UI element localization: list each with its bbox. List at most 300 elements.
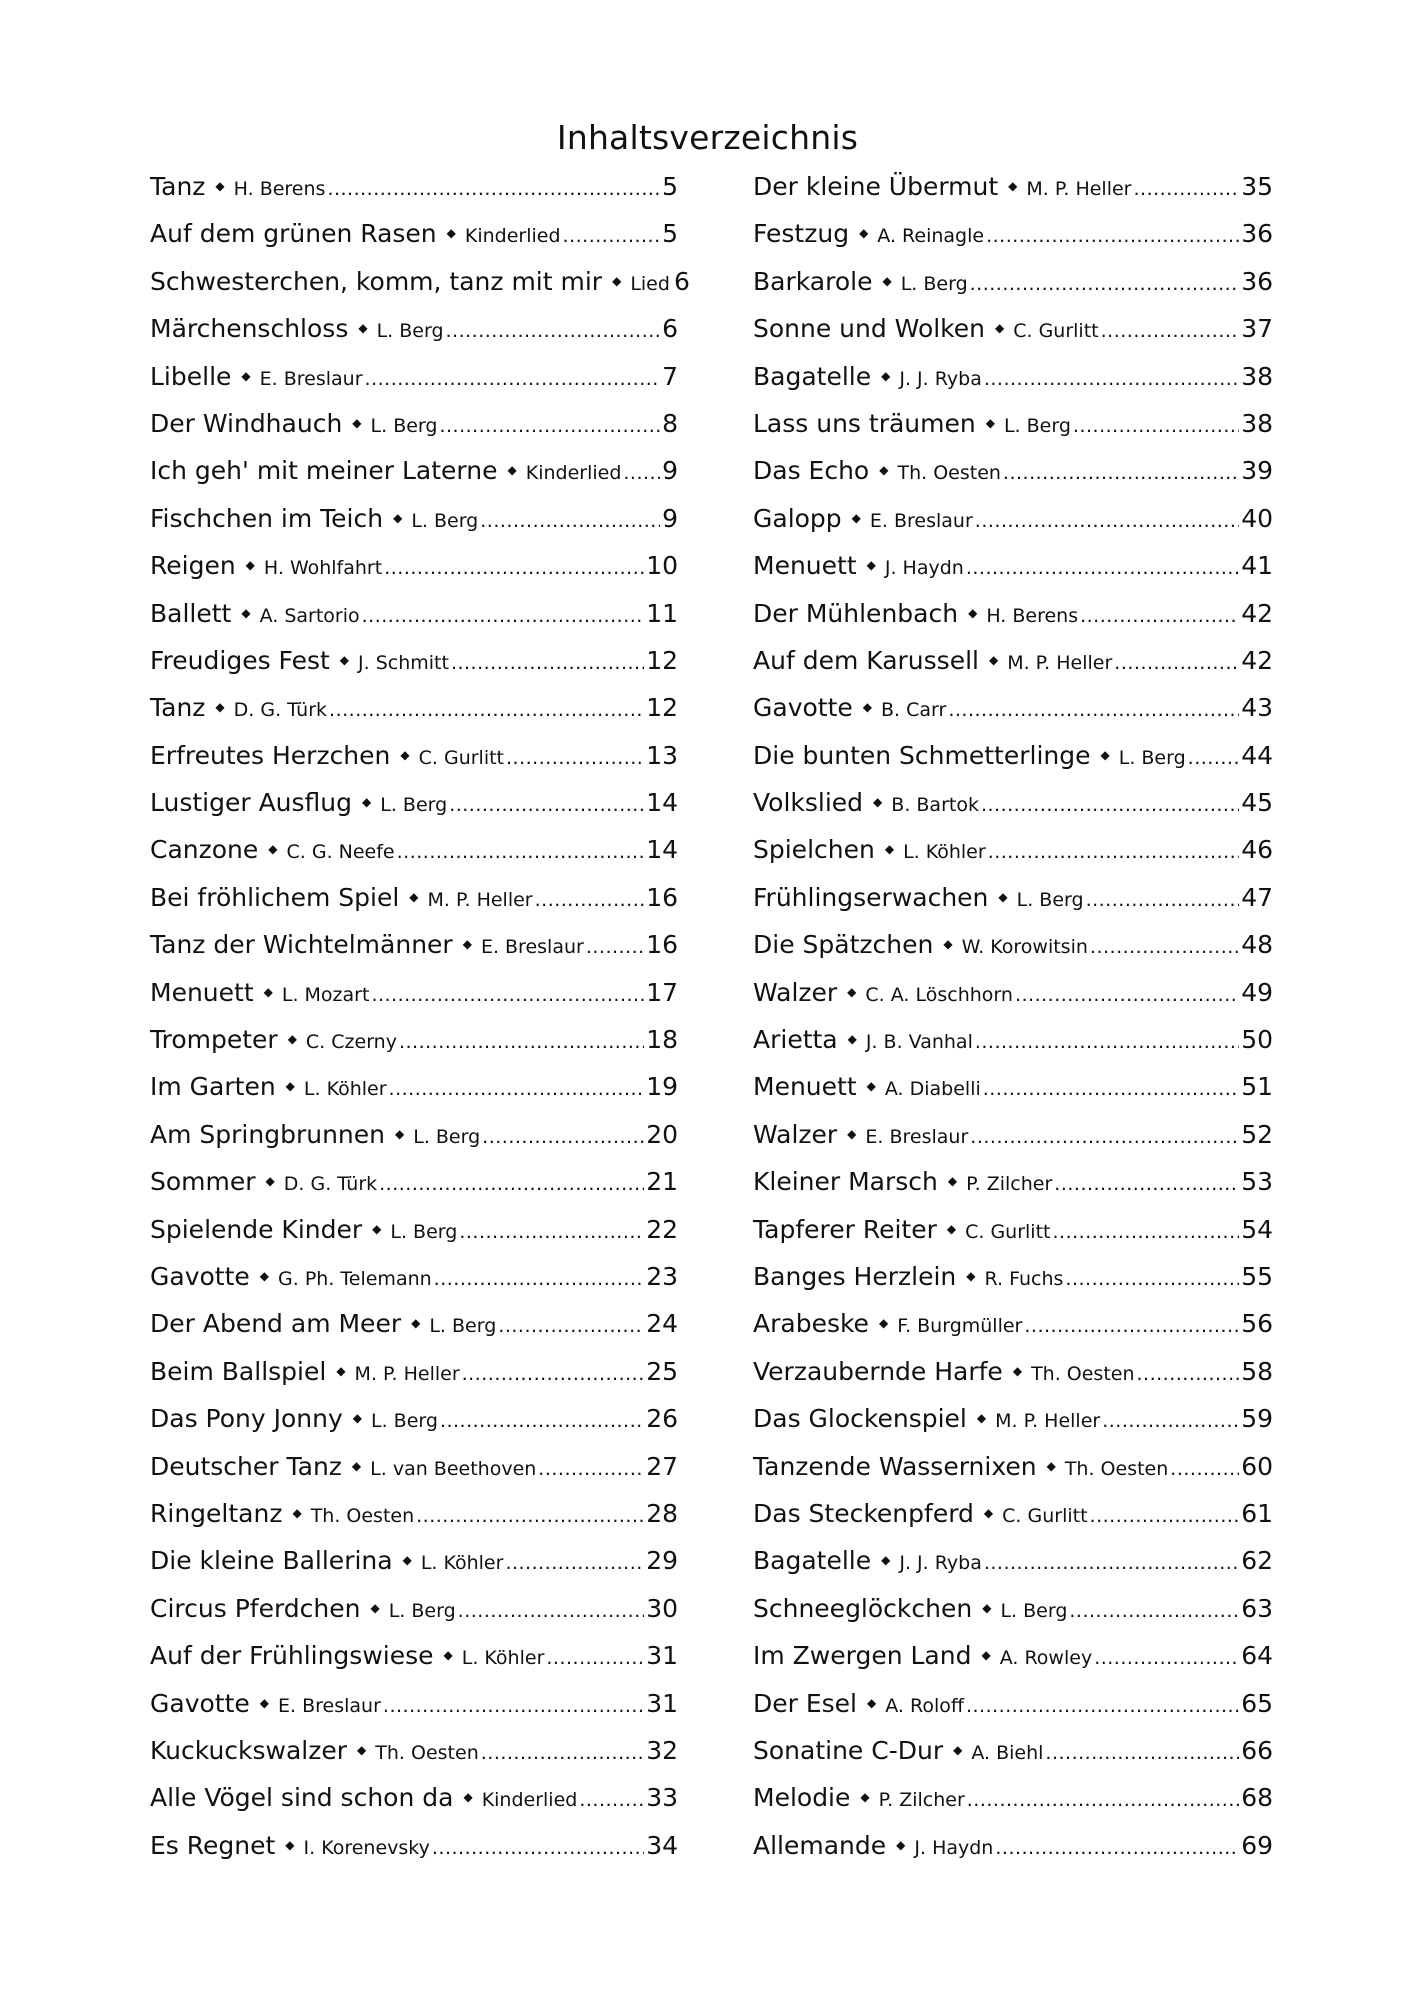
separator-diamond-icon: ◆ (351, 1458, 362, 1473)
entry-title: Auf dem grünen Rasen (150, 219, 437, 249)
entry-page-number: 7 (662, 361, 678, 391)
toc-entry (753, 1736, 1273, 1783)
entry-composer: G. Ph. Telemann (278, 1267, 432, 1290)
dot-leader (586, 936, 644, 958)
entry-composer: L. Berg (900, 272, 968, 295)
separator-diamond-icon: ◆ (265, 1174, 275, 1189)
toc-entry (753, 1120, 1273, 1167)
separator-diamond-icon: ◆ (985, 415, 995, 430)
entry-composer: L. Berg (1000, 1599, 1068, 1622)
dot-leader (384, 557, 644, 579)
entry-composer: Th. Oesten (897, 462, 1001, 485)
entry-title: Fischchen im Teich (150, 503, 384, 533)
separator-diamond-icon: ◆ (285, 1837, 295, 1852)
entry-composer: W. Korowitsin (961, 936, 1088, 959)
dot-leader (506, 747, 644, 769)
toc-entry (150, 1594, 678, 1641)
toc-entry (753, 172, 1273, 219)
entry-composer: J. Schmitt (358, 651, 449, 674)
separator-diamond-icon: ◆ (878, 1316, 889, 1331)
dot-leader (459, 1221, 644, 1243)
entry-composer: L. Berg (413, 1125, 481, 1148)
entry-composer: F. Burgmüller (897, 1315, 1023, 1338)
entry-composer: D. G. Türk (283, 1173, 378, 1196)
entry-page-number: 5 (662, 172, 678, 201)
toc-entry (753, 1025, 1273, 1072)
entry-title: Libelle (150, 361, 232, 391)
dot-leader (975, 510, 1239, 532)
dot-leader (481, 1742, 644, 1764)
dot-leader (379, 1173, 644, 1195)
entry-title: Das Echo (753, 456, 870, 486)
entry-page-number: 30 (646, 1593, 678, 1623)
separator-diamond-icon: ◆ (259, 1268, 270, 1283)
entry-title: Bei fröhlichem Spiel (150, 882, 400, 912)
toc-entry (753, 456, 1273, 503)
entry-composer: C. Gurlitt (418, 746, 505, 769)
entry-title: Ich geh' mit meiner Laterne (150, 456, 498, 486)
entry-page-number: 59 (1241, 1404, 1273, 1434)
entry-title: Am Springbrunnen (150, 1119, 385, 1149)
entry-page-number: 55 (1241, 1261, 1273, 1291)
entry-page-number: 25 (646, 1356, 678, 1386)
entry-title: Es Regnet (150, 1830, 276, 1860)
dot-leader (440, 1410, 644, 1432)
entry-page-number: 48 (1241, 930, 1273, 960)
separator-diamond-icon: ◆ (443, 1648, 453, 1663)
toc-entry (753, 930, 1273, 977)
toc-entry (150, 1452, 678, 1499)
separator-diamond-icon: ◆ (339, 652, 350, 667)
entry-title: Menuett (753, 551, 857, 581)
dot-leader (327, 178, 660, 200)
entry-composer: E. Breslaur (259, 367, 363, 390)
toc-entry (150, 1783, 678, 1830)
entry-title: Gavotte (753, 693, 853, 723)
entry-title: Sonatine C-Dur (753, 1735, 944, 1765)
dot-leader (967, 1789, 1239, 1811)
entry-page-number: 18 (646, 1025, 678, 1055)
entry-title: Verzaubernde Harfe (753, 1356, 1003, 1386)
entry-composer: H. Berens (233, 178, 326, 200)
entry-page-number: 8 (662, 408, 678, 438)
entry-page-number: 42 (1241, 598, 1273, 628)
entry-title: Lass uns träumen (753, 408, 976, 438)
entry-title: Tanz (150, 693, 206, 723)
entry-title: Galopp (753, 503, 842, 533)
toc-entry (150, 266, 690, 314)
toc-entry (753, 1452, 1273, 1499)
entry-title: Der kleine Übermut (753, 172, 999, 201)
entry-page-number: 38 (1241, 408, 1273, 438)
toc-column-right (753, 172, 1273, 1878)
toc-entry (753, 1262, 1273, 1309)
entry-page-number: 64 (1241, 1641, 1273, 1671)
entry-title: Die Spätzchen (753, 930, 934, 960)
separator-diamond-icon: ◆ (411, 1316, 421, 1331)
entry-composer: M. P. Heller (995, 1410, 1101, 1433)
dot-leader (623, 462, 660, 484)
entry-title: Das Pony Jonny (150, 1404, 343, 1434)
separator-diamond-icon: ◆ (881, 368, 891, 383)
toc-entry (753, 978, 1273, 1025)
toc-entry (150, 551, 678, 598)
entry-title: Das Glockenspiel (753, 1404, 967, 1434)
entry-title: Festzug (753, 219, 850, 249)
entry-composer: L. Berg (380, 794, 448, 817)
entry-title: Frühlingserwachen (753, 882, 989, 912)
entry-composer: A. Diabelli (884, 1078, 981, 1101)
entry-page-number: 44 (1241, 740, 1273, 770)
entry-page-number: 69 (1241, 1830, 1273, 1860)
entry-page-number: 6 (662, 314, 678, 344)
dot-leader (480, 510, 660, 532)
entry-title: Lustiger Ausflug (150, 788, 353, 818)
entry-title: Der Esel (753, 1688, 858, 1718)
entry-page-number: 9 (662, 503, 678, 533)
toc-entry (753, 1641, 1273, 1688)
toc-entry (753, 693, 1273, 740)
entry-title: Tanzende Wassernixen (753, 1451, 1037, 1481)
dot-leader (1090, 936, 1239, 958)
dot-leader (988, 841, 1240, 863)
toc-entry (753, 883, 1273, 930)
separator-diamond-icon: ◆ (446, 226, 456, 241)
entry-page-number: 22 (646, 1214, 678, 1244)
separator-diamond-icon: ◆ (860, 1790, 870, 1805)
separator-diamond-icon: ◆ (287, 1032, 297, 1047)
separator-diamond-icon: ◆ (884, 842, 895, 857)
entry-composer: L. Berg (1118, 746, 1186, 769)
entry-title: Arabeske (753, 1309, 869, 1339)
separator-diamond-icon: ◆ (866, 1079, 876, 1094)
dot-leader (966, 1695, 1239, 1717)
dot-leader (1053, 1221, 1240, 1243)
entry-page-number: 14 (646, 835, 678, 865)
entry-composer: J. J. Ryba (899, 1552, 982, 1575)
entry-title: Alle Vögel sind schon da (150, 1783, 454, 1813)
entry-title: Die bunten Schmetterlinge (753, 740, 1091, 770)
entry-page-number: 63 (1241, 1593, 1273, 1623)
separator-diamond-icon: ◆ (1008, 179, 1018, 193)
entry-title: Schwesterchen, komm, tanz mit mir (150, 266, 603, 296)
entry-composer: M. P. Heller (1007, 651, 1113, 674)
entry-composer: L. Berg (429, 1315, 497, 1338)
entry-page-number: 17 (646, 977, 678, 1007)
dot-leader (451, 652, 644, 674)
dot-leader (984, 368, 1239, 390)
toc-entry (753, 1499, 1273, 1546)
entry-composer: J. B. Vanhal (865, 1031, 973, 1054)
entry-composer: P. Zilcher (966, 1173, 1053, 1196)
entry-page-number: 10 (646, 551, 678, 581)
toc-entry (150, 1831, 678, 1878)
entry-composer: L. Berg (390, 1220, 458, 1243)
dot-leader (1015, 984, 1239, 1006)
dot-leader (1045, 1742, 1239, 1764)
dot-leader (1003, 462, 1239, 484)
entry-page-number: 20 (646, 1119, 678, 1149)
dot-leader (498, 1315, 644, 1337)
entry-title: Canzone (150, 835, 259, 865)
toc-entry (753, 1831, 1273, 1878)
entry-page-number: 41 (1241, 551, 1273, 581)
dot-leader (389, 1078, 645, 1100)
toc-entry (753, 1215, 1273, 1262)
dot-leader (546, 1647, 644, 1669)
separator-diamond-icon: ◆ (847, 984, 857, 999)
entry-title: Freudiges Fest (150, 645, 330, 675)
entry-page-number: 65 (1241, 1688, 1273, 1718)
entry-page-number: 36 (1241, 266, 1273, 296)
dot-leader (371, 984, 644, 1006)
toc-entry (753, 409, 1273, 456)
toc-entry (753, 1404, 1273, 1451)
dot-leader (986, 225, 1239, 247)
toc-entry (150, 1499, 678, 1546)
toc-entry (753, 219, 1273, 266)
separator-diamond-icon: ◆ (285, 1079, 295, 1094)
dot-leader (1114, 652, 1239, 674)
entry-composer: A. Rowley (999, 1647, 1093, 1670)
dot-leader (983, 1078, 1239, 1100)
entry-page-number: 13 (646, 740, 678, 770)
entry-title: Melodie (753, 1783, 851, 1813)
entry-title: Der Mühlenbach (753, 598, 959, 628)
dot-leader (329, 699, 644, 721)
separator-diamond-icon: ◆ (241, 368, 251, 383)
entry-page-number: 26 (646, 1404, 678, 1434)
toc-entry (150, 1736, 678, 1783)
entry-title: Auf der Frühlingswiese (150, 1641, 434, 1671)
entry-page-number: 27 (646, 1451, 678, 1481)
toc-entry (150, 646, 678, 693)
entry-title: Trompeter (150, 1025, 278, 1055)
entry-title: Die kleine Ballerina (150, 1546, 393, 1576)
entry-page-number: 49 (1241, 977, 1273, 1007)
toc-entry (150, 1120, 678, 1167)
entry-composer: L. Berg (371, 1410, 438, 1433)
dot-leader (1101, 320, 1240, 342)
entry-composer: L. Mozart (281, 983, 370, 1006)
separator-diamond-icon: ◆ (1012, 1363, 1023, 1378)
toc-entry (150, 1215, 678, 1262)
entry-title: Banges Herzlein (753, 1261, 957, 1291)
dot-leader (966, 557, 1239, 579)
separator-diamond-icon: ◆ (966, 1268, 976, 1283)
entry-composer: Lied (630, 272, 670, 295)
entry-title: Tanz der Wichtelmänner (150, 930, 453, 960)
entry-title: Menuett (753, 1072, 857, 1102)
toc-entry (150, 1262, 678, 1309)
entry-title: Bagatelle (753, 361, 872, 391)
dot-leader (970, 1126, 1239, 1148)
separator-diamond-icon: ◆ (862, 700, 873, 715)
separator-diamond-icon: ◆ (879, 463, 889, 478)
entry-page-number: 43 (1241, 693, 1273, 723)
separator-diamond-icon: ◆ (873, 795, 883, 810)
separator-diamond-icon: ◆ (215, 700, 225, 715)
entry-composer: L. Berg (411, 509, 479, 532)
entry-page-number: 56 (1241, 1309, 1273, 1339)
entry-title: Volkslied (753, 788, 864, 818)
separator-diamond-icon: ◆ (943, 937, 953, 952)
dot-leader (432, 1837, 644, 1859)
entry-composer: L. van Beethoven (370, 1457, 537, 1480)
separator-diamond-icon: ◆ (362, 795, 372, 810)
dot-leader (1170, 1458, 1239, 1480)
separator-diamond-icon: ◆ (953, 1742, 963, 1757)
entry-composer: L. Köhler (461, 1647, 545, 1670)
entry-composer: C. Gurlitt (965, 1220, 1051, 1243)
entry-page-number: 47 (1241, 882, 1273, 912)
dot-leader (365, 368, 661, 390)
dot-leader (1090, 1505, 1240, 1527)
toc-entry (150, 1167, 678, 1214)
entry-title: Walzer (753, 1119, 838, 1149)
entry-page-number: 62 (1241, 1546, 1273, 1576)
toc-entry (753, 362, 1273, 409)
entry-composer: A. Reinagle (877, 225, 985, 248)
entry-page-number: 60 (1241, 1451, 1273, 1481)
entry-title: Allemande (753, 1830, 887, 1860)
separator-diamond-icon: ◆ (859, 226, 869, 241)
toc-entry (753, 646, 1273, 693)
separator-diamond-icon: ◆ (866, 558, 876, 573)
separator-diamond-icon: ◆ (612, 273, 622, 288)
entry-page-number: 31 (646, 1688, 678, 1718)
entry-page-number: 42 (1241, 645, 1273, 675)
separator-diamond-icon: ◆ (402, 1553, 412, 1568)
dot-leader (948, 699, 1239, 721)
separator-diamond-icon: ◆ (981, 1648, 991, 1663)
toc-entry (150, 172, 678, 219)
dot-leader (1137, 1363, 1240, 1385)
entry-page-number: 34 (646, 1830, 678, 1860)
entry-composer: E. Breslaur (480, 936, 584, 959)
dot-leader (1134, 178, 1240, 200)
entry-composer: Th. Oesten (1031, 1362, 1135, 1385)
entry-page-number: 45 (1241, 788, 1273, 818)
separator-diamond-icon: ◆ (393, 510, 403, 525)
entry-composer: L. Berg (376, 320, 444, 343)
toc-entry (150, 599, 678, 646)
entry-page-number: 36 (1241, 219, 1273, 249)
entry-composer: Kinderlied (525, 462, 622, 485)
dot-leader (995, 1837, 1239, 1859)
entry-title: Sommer (150, 1167, 256, 1197)
separator-diamond-icon: ◆ (241, 605, 251, 620)
separator-diamond-icon: ◆ (259, 1695, 270, 1710)
entry-title: Das Steckenpferd (753, 1498, 974, 1528)
dot-leader (458, 1600, 645, 1622)
entry-composer: M. P. Heller (354, 1362, 460, 1385)
entry-page-number: 33 (646, 1783, 678, 1813)
entry-composer: M. P. Heller (1026, 178, 1132, 200)
dot-leader (984, 1552, 1239, 1574)
toc-entry (150, 1357, 678, 1404)
entry-page-number: 53 (1241, 1167, 1273, 1197)
dot-leader (535, 889, 645, 911)
dot-leader (362, 605, 645, 627)
entry-page-number: 61 (1241, 1498, 1273, 1528)
entry-page-number: 54 (1241, 1214, 1273, 1244)
entry-title: Gavotte (150, 1688, 250, 1718)
toc-entry (150, 693, 678, 740)
entry-title: Der Windhauch (150, 408, 343, 438)
toc-entry (150, 788, 678, 835)
dot-leader (397, 841, 645, 863)
separator-diamond-icon: ◆ (947, 1174, 958, 1189)
toc-entry (150, 219, 678, 266)
toc-entry (753, 1594, 1273, 1641)
entry-page-number: 28 (646, 1498, 678, 1528)
toc-entry (150, 1025, 678, 1072)
entry-page-number: 19 (646, 1072, 678, 1102)
separator-diamond-icon: ◆ (395, 1126, 405, 1141)
dot-leader (434, 1268, 645, 1290)
toc-entry (150, 1546, 678, 1593)
toc-entry (150, 409, 678, 456)
toc-entry (150, 978, 678, 1025)
entry-composer: A. Biehl (971, 1741, 1044, 1764)
dot-leader (970, 273, 1240, 295)
entry-page-number: 52 (1241, 1119, 1273, 1149)
entry-title: Sonne und Wolken (753, 314, 985, 344)
entry-page-number: 12 (646, 645, 678, 675)
dot-leader (449, 794, 644, 816)
entry-composer: Th. Oesten (310, 1504, 415, 1527)
entry-composer: E. Breslaur (869, 509, 973, 532)
toc-entry (753, 504, 1273, 551)
entry-page-number: 9 (662, 456, 678, 486)
entry-page-number: 29 (646, 1546, 678, 1576)
entry-title: Auf dem Karussell (753, 645, 979, 675)
toc-entry (753, 835, 1273, 882)
entry-page-number: 68 (1241, 1783, 1273, 1813)
entry-composer: L. Berg (370, 414, 438, 437)
toc-column-left (150, 172, 690, 1878)
toc-entry (753, 1072, 1273, 1119)
separator-diamond-icon: ◆ (292, 1505, 302, 1520)
entry-title: Circus Pferdchen (150, 1593, 361, 1623)
toc-entry (753, 1546, 1273, 1593)
separator-diamond-icon: ◆ (462, 937, 472, 952)
separator-diamond-icon: ◆ (352, 415, 362, 430)
toc-entry (753, 551, 1273, 598)
toc-entry (753, 267, 1273, 314)
dot-leader (1024, 1315, 1239, 1337)
entry-page-number: 46 (1241, 835, 1273, 865)
entry-page-number: 50 (1241, 1025, 1273, 1055)
entry-composer: D. G. Türk (233, 699, 328, 722)
toc-entry (150, 741, 678, 788)
entry-composer: A. Sartorio (259, 604, 360, 627)
entry-title: Im Garten (150, 1072, 276, 1102)
toc-entry (753, 788, 1273, 835)
separator-diamond-icon: ◆ (352, 1411, 362, 1426)
entry-composer: L. Berg (1016, 888, 1084, 911)
entry-composer: E. Breslaur (278, 1694, 381, 1717)
entry-page-number: 11 (646, 598, 678, 628)
entry-title: Beim Ballspiel (150, 1356, 327, 1386)
separator-diamond-icon: ◆ (995, 321, 1005, 336)
entry-composer: C. Czerny (305, 1031, 397, 1054)
entry-composer: B. Carr (881, 699, 947, 722)
separator-diamond-icon: ◆ (409, 889, 419, 904)
entry-page-number: 14 (646, 788, 678, 818)
toc-entry (150, 1641, 678, 1688)
